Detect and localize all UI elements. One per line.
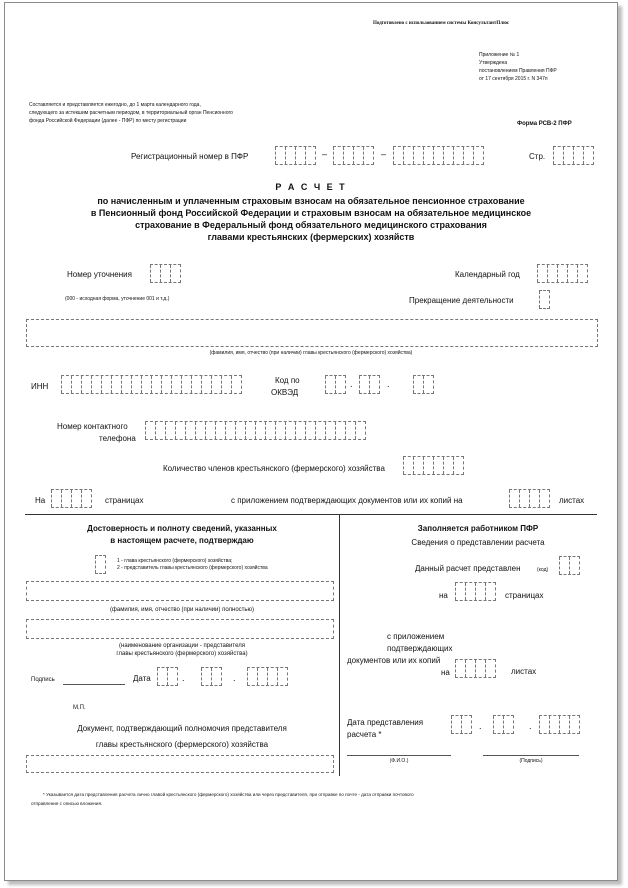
okved-part-2[interactable]	[359, 375, 380, 394]
pfr-date-label-1: Дата представления	[347, 718, 424, 727]
signer-fio-caption: (фамилия, имя, отчество (при наличии) полностью)	[109, 607, 255, 613]
pfr-on2-label: на	[441, 668, 450, 677]
consultant-note: Подготовлено с использованием системы КонсультантПлюс	[373, 21, 510, 26]
pfr-attach-1: с приложением	[387, 632, 445, 641]
date-label: Дата	[133, 674, 151, 683]
phone-label-2: телефона	[99, 434, 136, 443]
correction-number-label: Номер уточнения	[67, 270, 132, 279]
correction-hint: (000 - исходная форма, уточнение 001 и т.д.)	[65, 296, 170, 302]
pfr-date-day-field[interactable]	[451, 715, 472, 734]
phone-field[interactable]	[145, 421, 366, 440]
signer-option-1: 1 - глава крестьянского (фермерского) хозяйства;	[117, 558, 233, 564]
code-label: (код)	[537, 567, 549, 573]
signer-fio-field[interactable]	[26, 581, 334, 601]
termination-field[interactable]	[539, 290, 550, 309]
pfr-date-dot-1: .	[479, 721, 482, 731]
calendar-year-label: Календарный год	[455, 270, 520, 279]
org-caption-1: (наименование организации - представителя	[119, 643, 245, 649]
pfr-fio-line[interactable]	[347, 755, 451, 756]
page-number-field[interactable]	[553, 146, 594, 165]
footnote-line-1: * Указывается дата представления расчета лично главой крестьянского (фермерского) хозяйства или через представителя, при отправке по почте - дата отправки почтового	[43, 792, 414, 797]
pfr-attach-3: документов или их копий	[347, 656, 441, 665]
pfr-date-month-field[interactable]	[493, 715, 514, 734]
title-line-4: главами крестьянских (фермерских) хозяйств	[207, 232, 415, 242]
okved-dot-2: .	[387, 379, 390, 389]
reg-number-part-2[interactable]	[333, 146, 374, 165]
phone-label-1: Номер контактного	[57, 422, 128, 431]
confirm-title-1: Достоверность и полноту сведений, указанных	[87, 524, 277, 533]
okved-label-2: ОКВЭД	[271, 388, 299, 397]
pfr-attach-2: подтверждающих	[387, 644, 453, 653]
page-label: Стр.	[529, 152, 546, 161]
authority-doc-1: Документ, подтверждающий полномочия представителя	[77, 724, 287, 733]
approval-line-2: Утверждена	[479, 60, 508, 66]
pfr-title-2: Сведения о представлении расчета	[411, 538, 545, 547]
date-dot-1: .	[182, 673, 185, 683]
presentation-code-field[interactable]	[559, 556, 580, 575]
pfr-sheets-label: листах	[511, 667, 537, 676]
pfr-sheets-field[interactable]	[455, 659, 496, 678]
sheets-label: листах	[559, 496, 585, 505]
okved-part-3[interactable]	[413, 375, 434, 394]
reg-dash-1: –	[322, 149, 328, 159]
pfr-title-1: Заполняется работником ПФР	[417, 524, 539, 533]
approval-line-4: от 17 сентября 2015 г. N 347п	[479, 76, 548, 82]
pfr-pages-field[interactable]	[455, 582, 496, 601]
signature-label: Подпись	[31, 677, 55, 683]
on-label: На	[35, 496, 46, 505]
date-day-field[interactable]	[157, 667, 178, 686]
pfr-pages-label: страницах	[505, 591, 544, 600]
date-dot-2: .	[233, 673, 236, 683]
form-page	[4, 2, 618, 881]
correction-number-field[interactable]	[150, 264, 181, 283]
okved-label-1: Код по	[275, 376, 300, 385]
presented-label: Данный расчет представлен	[415, 564, 521, 573]
approval-line-1: Приложение № 1	[479, 52, 520, 58]
reg-number-label: Регистрационный номер в ПФР	[131, 152, 249, 161]
pfr-fio-caption: (Ф.И.О.)	[389, 758, 409, 764]
inn-field[interactable]	[61, 375, 242, 394]
confirm-title-2: в настоящем расчете, подтверждаю	[110, 536, 254, 545]
approval-line-3: постановлением Правления ПФР	[479, 68, 557, 74]
pfr-sign-caption: (Подпись)	[519, 758, 543, 764]
pages-count-field[interactable]	[51, 489, 92, 508]
inn-label: ИНН	[31, 382, 49, 391]
authority-doc-field[interactable]	[26, 755, 334, 773]
signer-option-2: 2 - представитель главы крестьянского (фермерского) хозяйства	[117, 565, 268, 571]
section-divider	[25, 514, 597, 515]
title-line-2: в Пенсионный фонд Российской Федерации и страховым взносам на обязательное медицинское	[90, 208, 532, 218]
head-fio-field[interactable]	[26, 319, 598, 347]
column-divider	[339, 514, 340, 776]
title-line-1: по начисленным и уплаченным страховым взносам на обязательное пенсионное страхование	[97, 196, 525, 206]
head-fio-caption: (фамилия, имя, отчество (при наличии) главы крестьянского (фермерского) хозяйства)	[209, 350, 413, 356]
pfr-on-label: на	[439, 591, 448, 600]
reg-dash-2: –	[381, 149, 387, 159]
termination-label: Прекращение деятельности	[409, 296, 514, 305]
sheets-count-field[interactable]	[509, 489, 550, 508]
date-month-field[interactable]	[201, 667, 222, 686]
signature-line[interactable]	[63, 684, 125, 685]
reg-number-part-1[interactable]	[275, 146, 316, 165]
attach-label: с приложением подтверждающих документов или их копий на	[231, 496, 463, 505]
representative-org-field[interactable]	[26, 619, 334, 639]
calendar-year-field[interactable]	[537, 264, 588, 283]
title-line-3: страхование в Федеральный фонд обязательного медицинского страхования	[135, 220, 487, 230]
note-line-2: следующего за истекшим расчетным периодом, в территориальный орган Пенсионного	[29, 110, 233, 116]
date-year-field[interactable]	[247, 667, 288, 686]
okved-dot-1: .	[350, 379, 353, 389]
stamp-label: М.П.	[73, 705, 86, 711]
pfr-date-label-2: расчета *	[347, 730, 382, 739]
members-label: Количество членов крестьянского (фермерского) хозяйства	[163, 464, 385, 473]
footnote-line-2: отправления с описью вложения.	[31, 801, 103, 806]
reg-number-part-3[interactable]	[393, 146, 484, 165]
form-name: Форма РСВ-2 ПФР	[517, 121, 572, 127]
signer-type-field[interactable]	[95, 555, 106, 574]
members-field[interactable]	[403, 456, 464, 475]
page-title: Р А С Ч Е Т	[275, 182, 347, 192]
note-line-1: Составляется и представляется ежегодно, до 1 марта календарного года,	[29, 102, 201, 108]
okved-part-1[interactable]	[325, 375, 346, 394]
org-caption-2: главы крестьянского (фермерского) хозяйства)	[116, 651, 248, 657]
note-line-3: фонда Российской Федерации (далее - ПФР) по месту регистрации	[29, 118, 187, 124]
authority-doc-2: главы крестьянского (фермерского) хозяйства	[95, 740, 269, 749]
pfr-date-dot-2: .	[529, 721, 532, 731]
pfr-sign-line[interactable]	[483, 755, 579, 756]
pfr-date-year-field[interactable]	[539, 715, 580, 734]
pages-label: страницах	[105, 496, 144, 505]
